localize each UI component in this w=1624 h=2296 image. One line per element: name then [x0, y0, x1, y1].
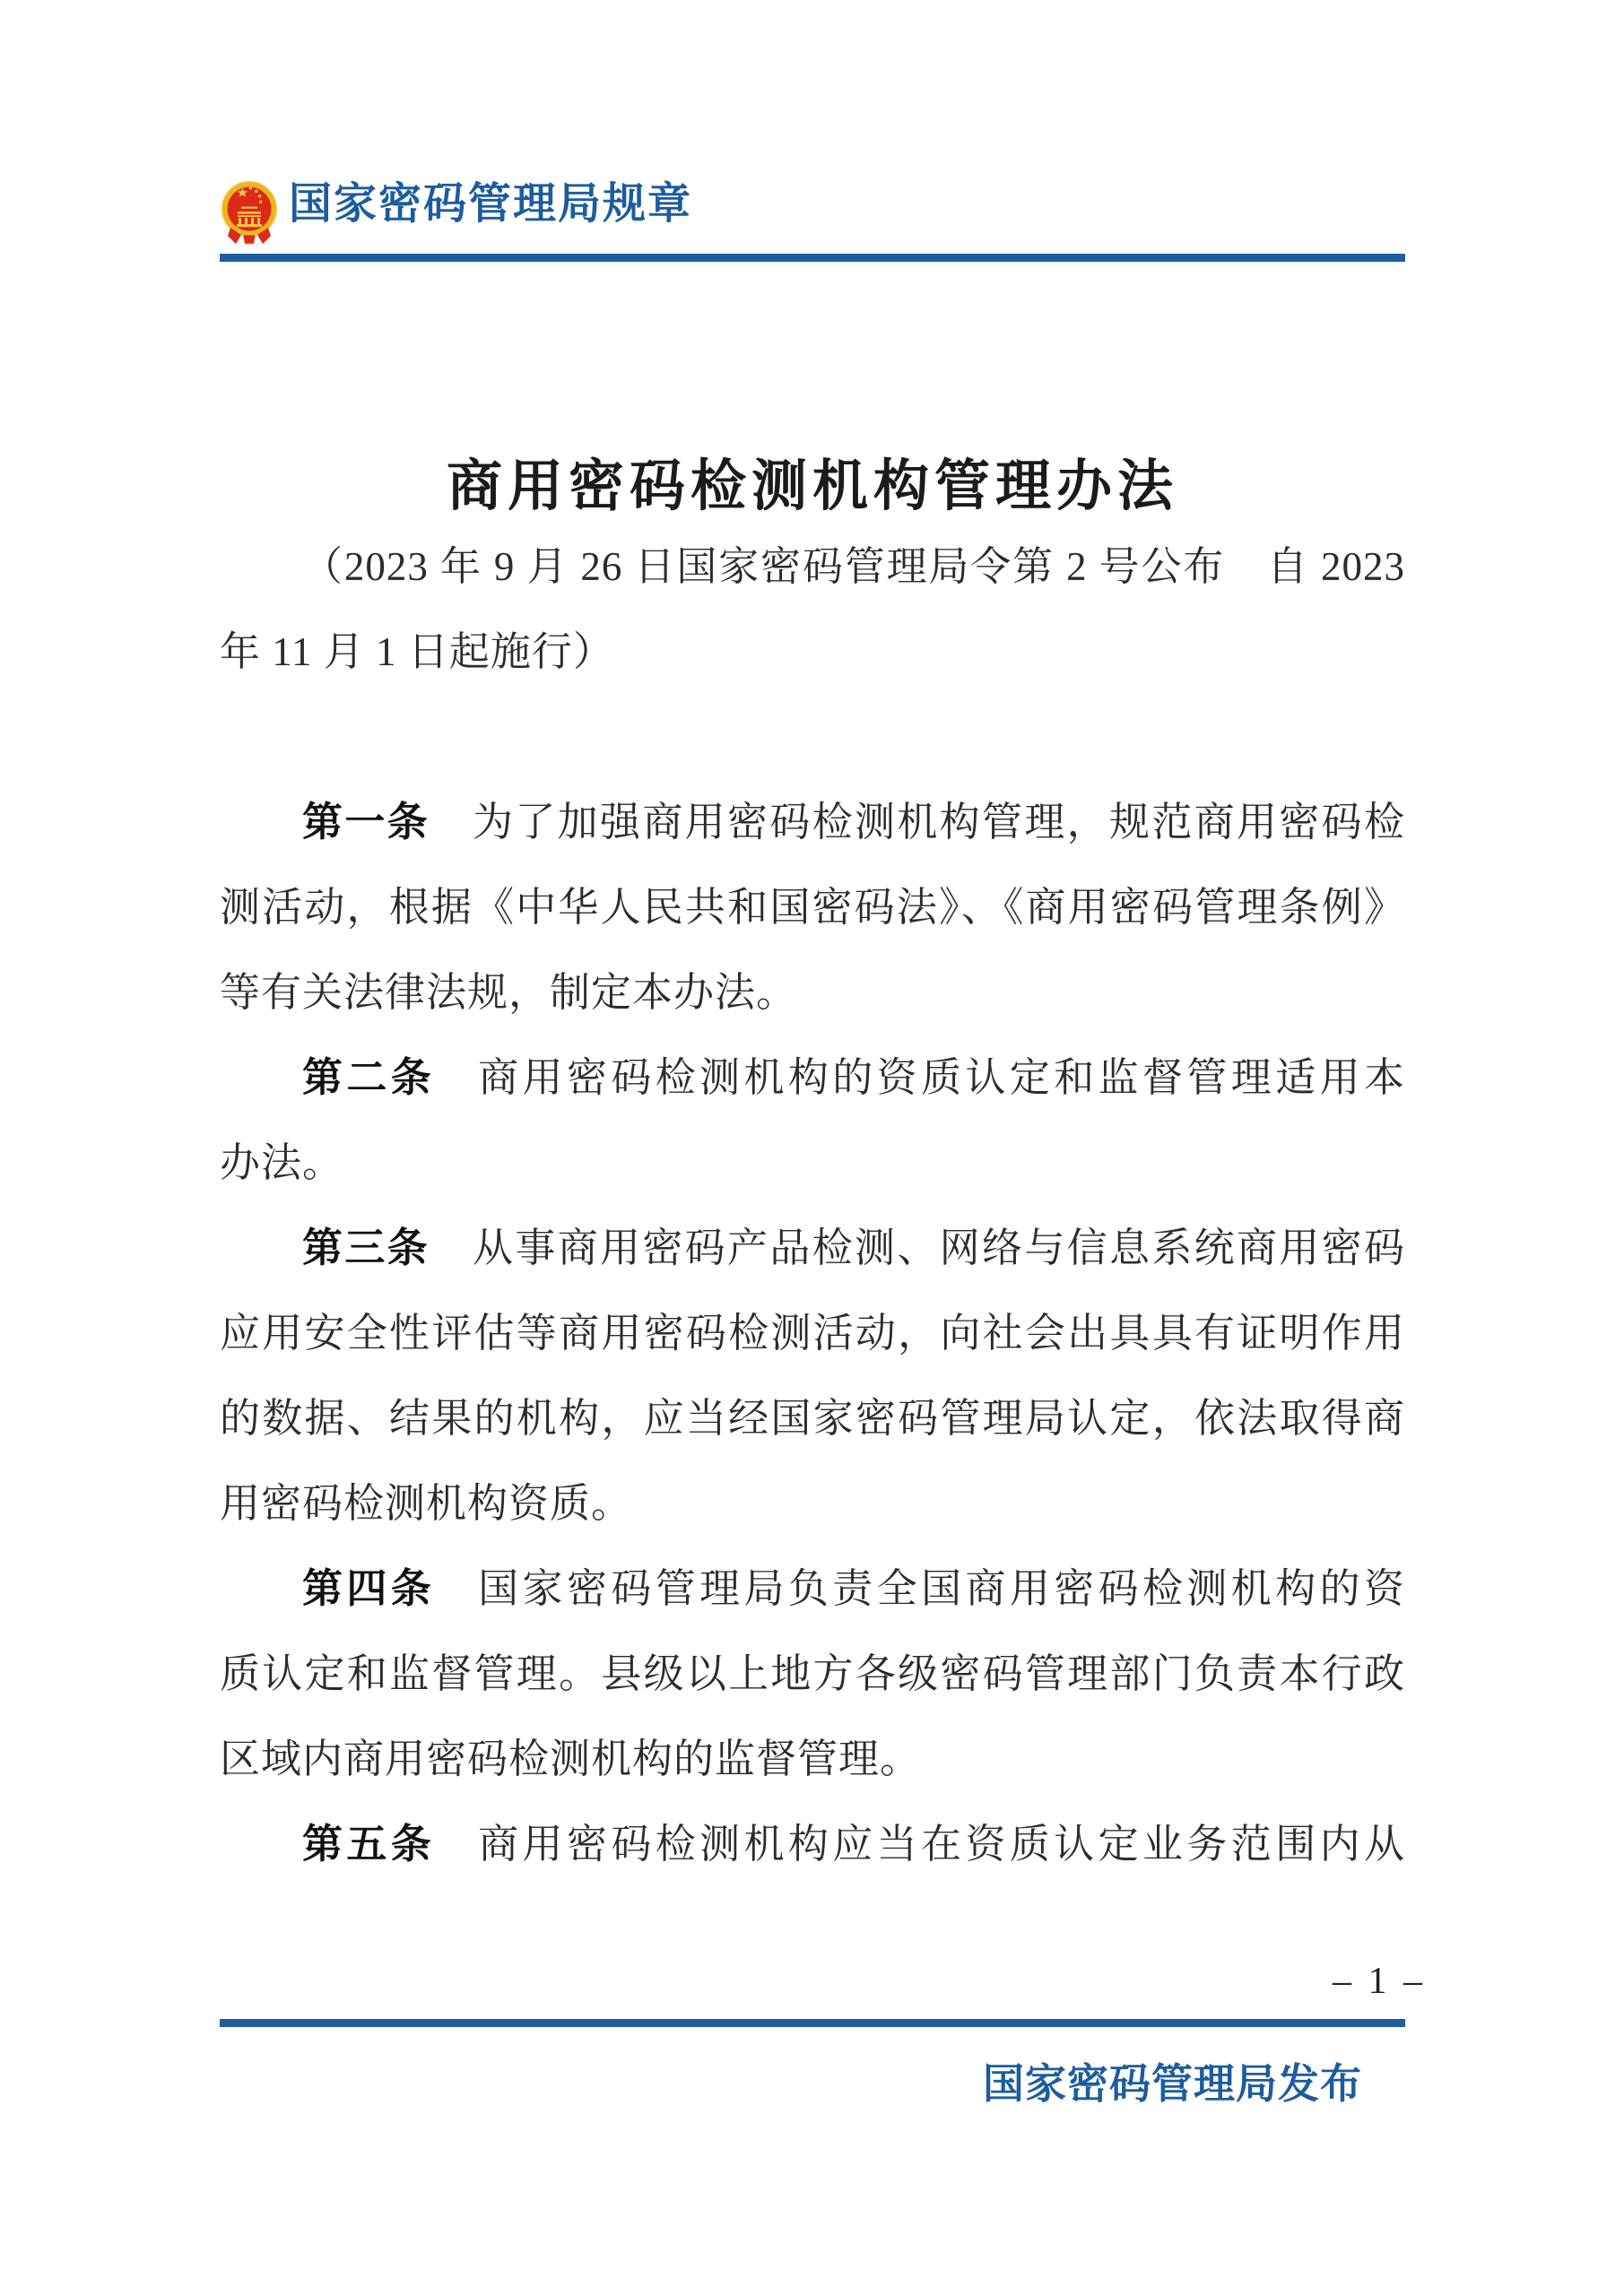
text-line [220, 610, 1405, 695]
article-number: 第一条 [302, 800, 430, 845]
line-text: 为了加强商用密码检测机构管理，规范商用密码检 [473, 800, 1405, 845]
line-text: 商用密码检测机构应当在资质认定业务范围内从 [478, 1822, 1405, 1867]
article-line [220, 1547, 1405, 1632]
footer-rule [220, 2019, 1405, 2027]
masthead-agency-label: 国家密码管理局规章 [289, 180, 693, 228]
document-body [220, 524, 1405, 1887]
line-text: 区域内商用密码检测机构的监督管理。 [220, 1737, 922, 1781]
line-text: 质认定和监督管理。县级以上地方各级密码管理部门负责本行政 [220, 1651, 1405, 1696]
line-text: 的数据、结果的机构，应当经国家密码管理局认定，依法取得商 [220, 1396, 1405, 1441]
article-number: 第四条 [302, 1566, 436, 1611]
line-text: 国家密码管理局负责全国商用密码检测机构的资 [478, 1566, 1405, 1611]
text-line [220, 1717, 1405, 1802]
line-text: 年 11 月 1 日起施行） [220, 629, 614, 674]
line-text: 等有关法律法规，制定本办法。 [220, 970, 798, 1015]
article-line [220, 1206, 1405, 1291]
line-text: 应用安全性评估等商用密码检测活动，向社会出具具有证明作用 [220, 1311, 1405, 1356]
text-line [220, 950, 1405, 1035]
page-number: – 1 – [1333, 1961, 1426, 2002]
text-line [220, 1291, 1405, 1376]
line-text: 商用密码检测机构的资质认定和监督管理适用本 [478, 1055, 1405, 1100]
text-line [220, 865, 1405, 950]
header-rule [220, 254, 1405, 262]
article-number: 第五条 [302, 1822, 436, 1867]
china-national-emblem-icon [220, 179, 279, 246]
line-text: 用密码检测机构资质。 [220, 1481, 633, 1526]
line-text: 测活动，根据《中华人民共和国密码法》、《商用密码管理条例》 [220, 885, 1405, 930]
text-line [220, 695, 1405, 780]
text-line [220, 1461, 1405, 1547]
article-number: 第二条 [302, 1055, 436, 1100]
article-line [220, 780, 1405, 865]
article-line [220, 1802, 1405, 1887]
line-text: 办法。 [220, 1140, 344, 1185]
text-line [220, 1121, 1405, 1206]
line-text: （2023 年 9 月 26 日国家密码管理局令第 2 号公布 自 2023 [302, 544, 1405, 589]
text-line [220, 524, 1405, 610]
line-text: 从事商用密码产品检测、网络与信息系统商用密码 [473, 1226, 1405, 1270]
article-line [220, 1035, 1405, 1121]
document-title: 商用密码检测机构管理办法 [446, 456, 1178, 517]
text-line [220, 1632, 1405, 1717]
publisher-label: 国家密码管理局发布 [983, 2061, 1362, 2107]
article-number: 第三条 [302, 1226, 430, 1270]
text-line [220, 1376, 1405, 1461]
